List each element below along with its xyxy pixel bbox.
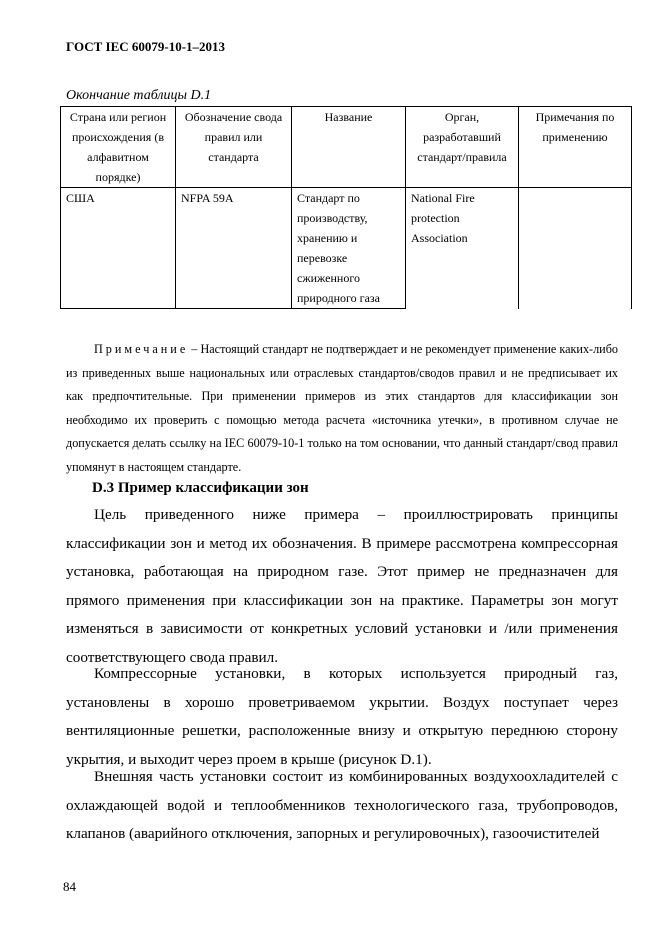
paragraph: Внешняя часть установки состоит из комбинированных воздухоохладителей с охлаждающей водой и теплообменников технологического газа, трубопроводов, клапанов (аварийного отключения, запорных и регулировочных), газоочистителей [66, 768, 618, 843]
column-header-name: Название [292, 107, 406, 188]
standards-table [60, 106, 632, 309]
page-number: 84 [63, 879, 76, 894]
column-header-designation: Обозначение свода правил или стандарта [176, 107, 292, 188]
note-text: – Настоящий стандарт не подтверждает и не рекомендует применение каких-либо из приведенных выше национальных или отраслевых стандартов/сводов правил и не предписывает их как предпочтительные. При применении примеров из этих стандартов для классификации зон необходимо их проверить с помощью метода расчета «источника утечки», в противном случае не допускается делать ссылку на IEC 60079-10-1 только на том основании, что данный стандарт/свод правил упомянут в настоящем стандарте. [66, 342, 618, 474]
paragraph: Цель приведенного ниже примера – проиллюстрировать принципы классификации зон и метод их обозначения. В примере рассмотрена компрессорная установка, работающая на природном газе. Этот пример не предназначен для прямого применения при классификации зон на практике. Параметры зон могут изменяться в зависимости от конкретных условий установки и /или применения соответствующего свода правил. [66, 506, 618, 666]
table-note [66, 338, 618, 480]
cell-country: США [61, 188, 176, 309]
paragraph: Компрессорные установки, в которых используется природный газ, установлены в хорошо проветриваемом укрытии. Воздух поступает через вентиляционные решетки, расположенные внизу и открытую переднюю сторону укрытия, и выходит через проем в крыше (рисунок D.1). [66, 665, 618, 768]
document-header: ГОСТ IEC 60079-10-1–2013 [66, 39, 226, 54]
table-caption: Окончание таблицы D.1 [66, 88, 212, 103]
section-heading: D.3 Пример классификации зон [92, 480, 309, 496]
column-header-country: Страна или регион происхождения (в алфавитном порядке) [61, 107, 176, 188]
column-header-notes: Примечания по применению [519, 107, 632, 188]
column-header-organization: Орган, разработавший стандарт/правила [406, 107, 519, 188]
table-row [61, 188, 632, 309]
note-label: Примечание [94, 342, 189, 356]
cell-designation: NFPA 59A [176, 188, 292, 309]
cell-organization: National Fire protection Association [406, 188, 519, 309]
cell-notes [519, 188, 632, 309]
cell-name: Стандарт по производству, хранению и перевозке сжиженного природного газа [292, 188, 406, 309]
table-header-row [61, 107, 632, 188]
